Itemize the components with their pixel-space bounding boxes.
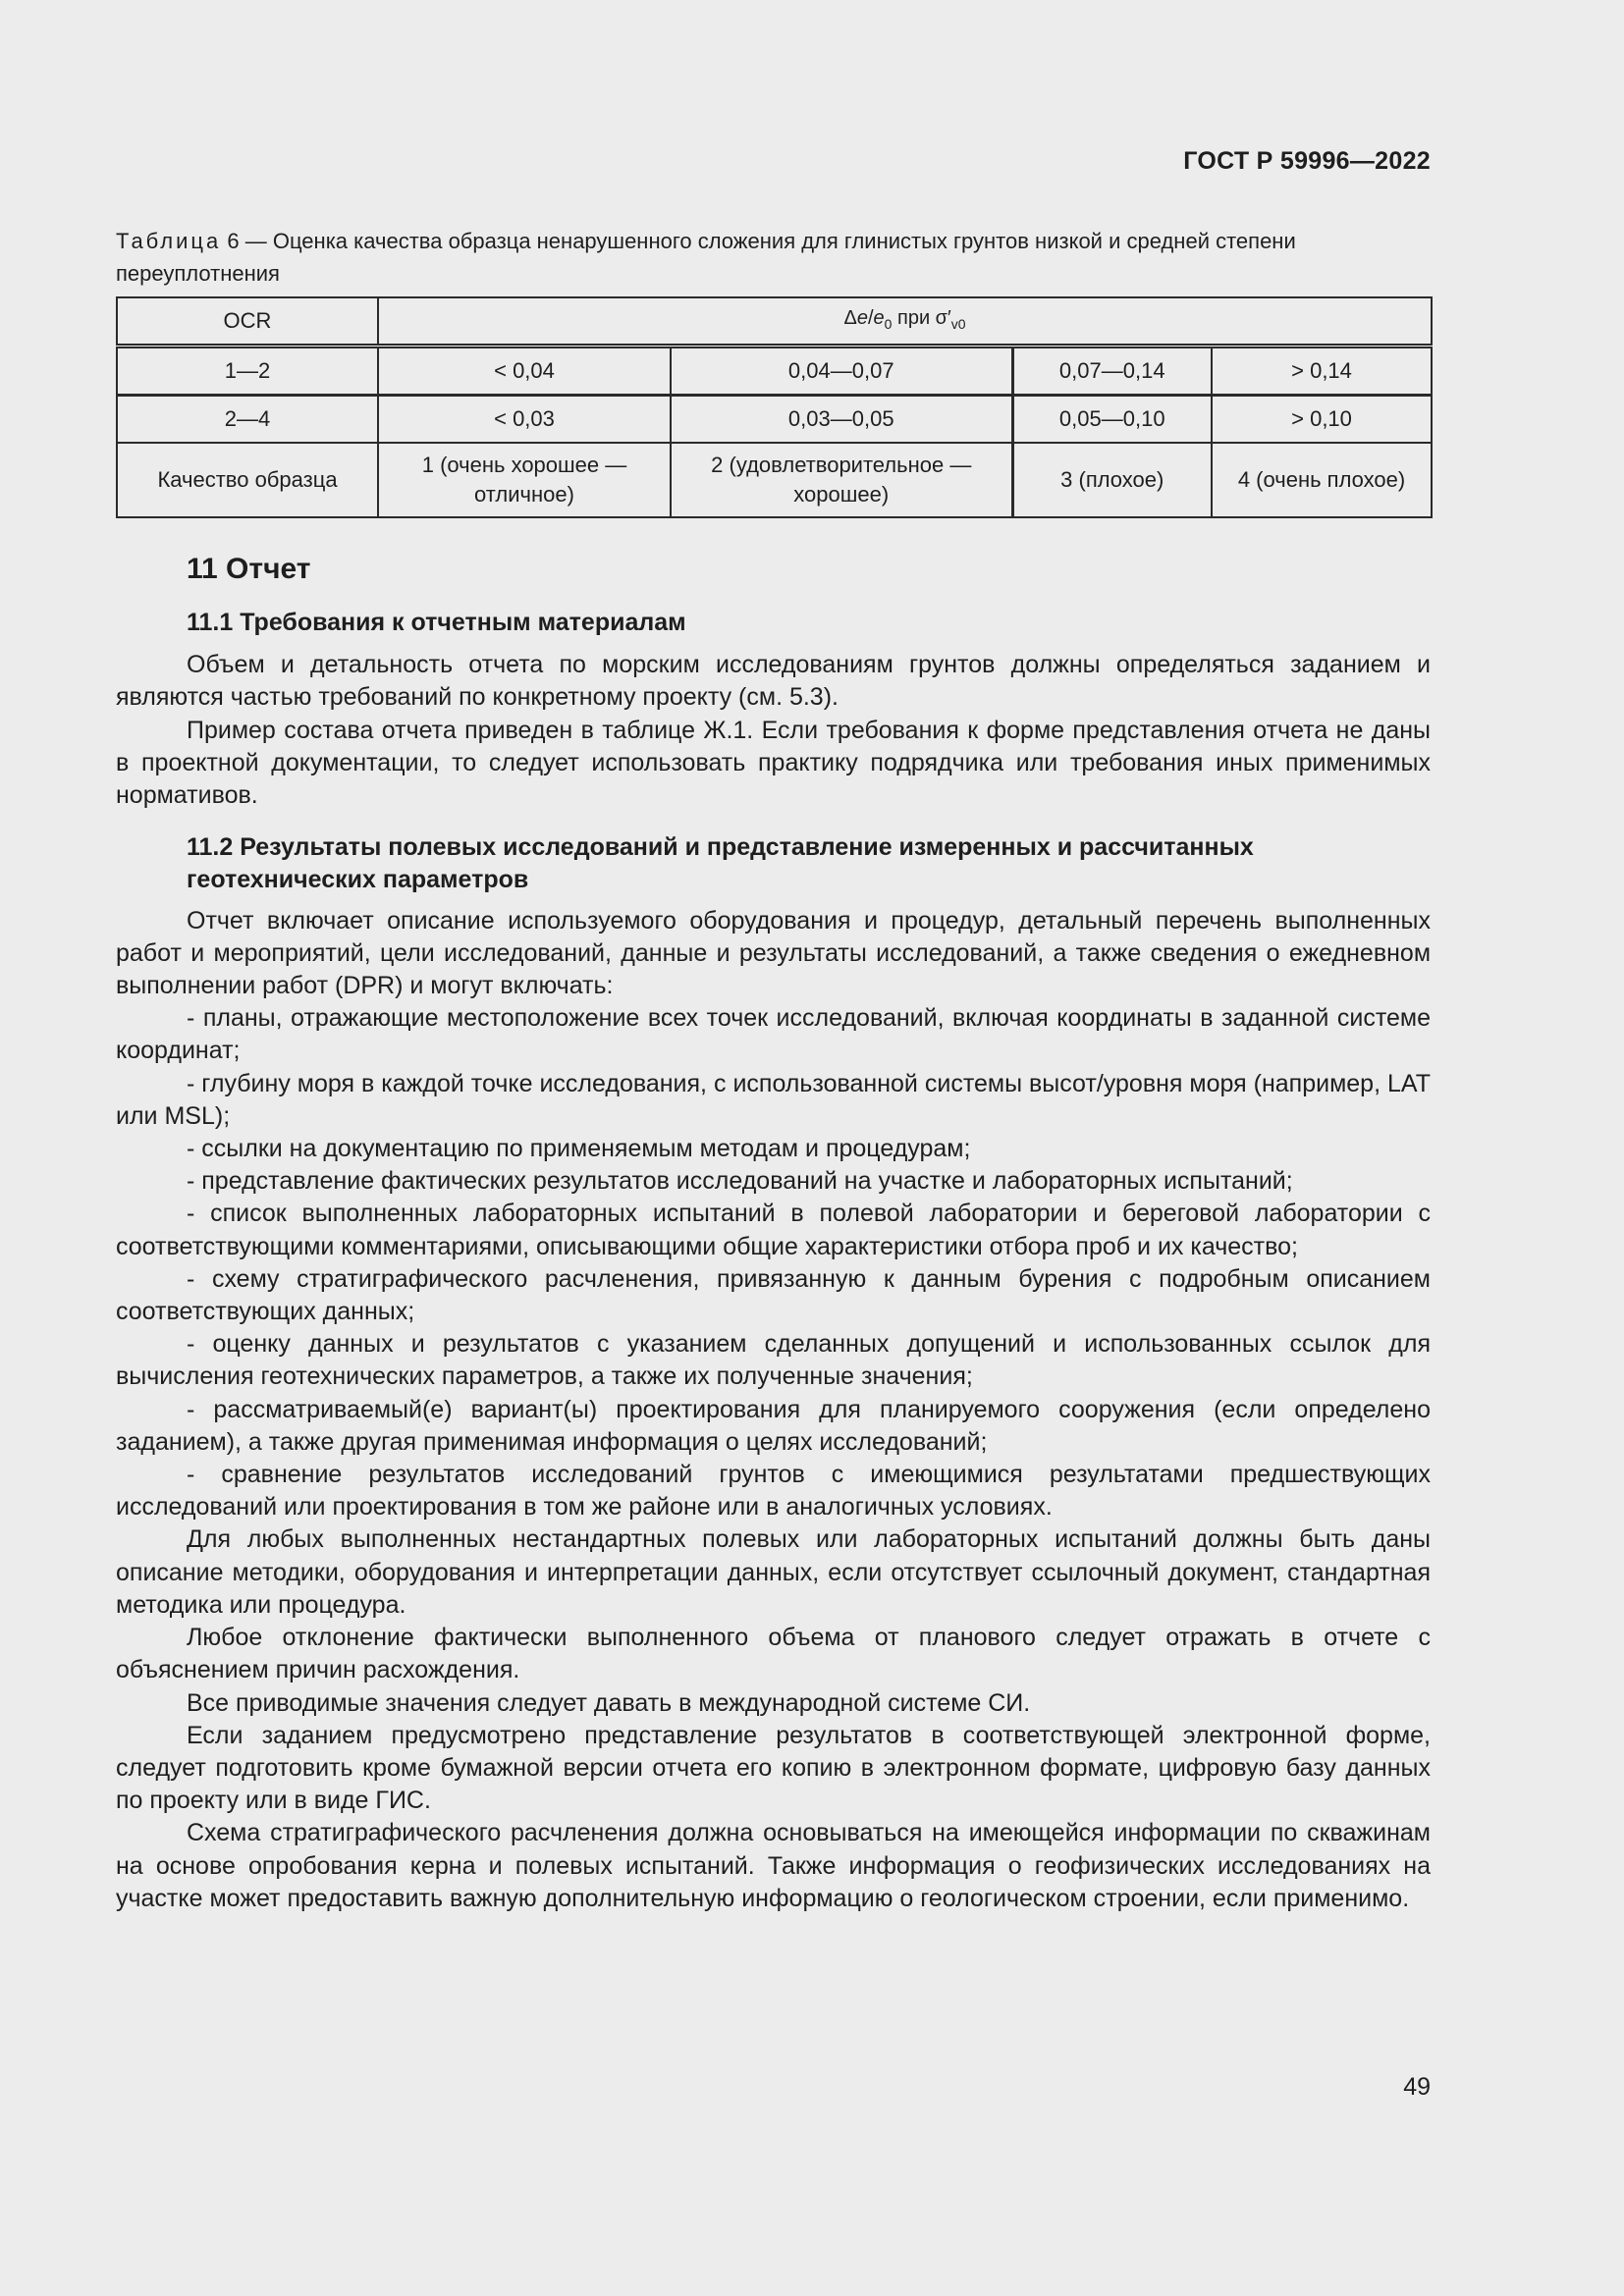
cell-quality: 1 (очень хорошее — отличное): [378, 443, 671, 517]
paragraph: Если заданием предусмотрено представление результатов в соответствующей электронной форме, следует подготовить кроме бумажной версии отчета его копию в электронном формате, цифровую базу данных по проекту или в виде ГИС.: [116, 1721, 1431, 1815]
table-row-quality: [117, 443, 1432, 517]
cell-value: < 0,03: [378, 396, 671, 444]
list-item: - глубину моря в каждой точке исследования, с использованной системы высот/уровня моря (например, LAT или MSL);: [116, 1069, 1431, 1130]
table-row: [117, 347, 1432, 396]
cell-value: > 0,10: [1212, 396, 1432, 444]
paragraph: Объем и детальность отчета по морским исследованиям грунтов должны определяться заданием и являются частью требований по конкретному проекту (см. 5.3).: [116, 651, 1431, 712]
header-ocr: OCR: [117, 297, 378, 347]
paragraph: Для любых выполненных нестандартных полевых или лабораторных испытаний должны быть даны описание методики, оборудования и интерпретации данных, если отсутствует ссылочный документ, стандартная методика или процедура.: [116, 1525, 1431, 1619]
cell-ocr: 1—2: [117, 347, 378, 396]
cell-ocr: 2—4: [117, 396, 378, 444]
list-item: - планы, отражающие местоположение всех точек исследований, включая координаты в заданной системе координат;: [116, 1004, 1431, 1065]
paragraph: Отчет включает описание используемого оборудования и процедур, детальный перечень выполненных работ и мероприятий, цели исследований, данные и результаты исследований, а также сведения о ежедневном выполнении работ (DPR) и могут включать:: [116, 906, 1431, 1000]
table-row: [117, 396, 1432, 444]
list-item: - сравнение результатов исследований грунтов с имеющимися результатами предшествующих исследований или проектирования в том же районе или в аналогичных условиях.: [116, 1461, 1431, 1522]
section-title: 11 Отчет: [187, 553, 311, 585]
table-caption: [116, 225, 1431, 290]
cell-value: 0,03—0,05: [671, 396, 1012, 444]
sample-quality-table: [116, 296, 1433, 518]
cell-value: > 0,14: [1212, 347, 1432, 396]
list-item: - список выполненных лабораторных испытаний в полевой лаборатории и береговой лаборатории с соответствующими комментариями, описывающими общие характеристики отбора проб и их качество;: [116, 1200, 1431, 1260]
page-number: 49: [1403, 2073, 1431, 2101]
paragraph: Пример состава отчета приведен в таблице Ж.1. Если требования к форме представления отчета не даны в проектной документации, то следует использовать практику подрядчика или требования иных применимых нормативов.: [116, 716, 1431, 810]
list-item: - ссылки на документацию по применяемым методам и процедурам;: [187, 1135, 971, 1163]
list-item: - представление фактических результатов исследований на участке и лабораторных испытаний;: [187, 1167, 1293, 1196]
subsection-title: 11.1 Требования к отчетным материалам: [187, 609, 686, 636]
standard-code: ГОСТ Р 59996—2022: [1183, 147, 1431, 175]
paragraph: Схема стратиграфического расчленения должна основываться на имеющейся информации по скважинам на основе опробования керна и полевых испытаний. Также информация о геофизических исследованиях на участке может предоставить важную дополнительную информацию о геологическом строении, если применимо.: [116, 1819, 1431, 1912]
section-content: [116, 550, 1431, 1915]
table-caption-text: 6 — Оценка качества образца ненарушенного сложения для глинистых грунтов низкой и средней степени переуплотнения: [116, 229, 1296, 286]
cell-value: 0,07—0,14: [1012, 347, 1212, 396]
cell-value: 0,05—0,10: [1012, 396, 1212, 444]
cell-value: 0,04—0,07: [671, 347, 1012, 396]
table-header-row: [117, 297, 1432, 347]
cell-quality: 3 (плохое): [1012, 443, 1212, 517]
cell-quality: 2 (удовлетворительное — хорошее): [671, 443, 1012, 517]
list-item: - рассматриваемый(е) вариант(ы) проектирования для планируемого сооружения (если определено заданием), а также другая применимая информация о целях исследований;: [116, 1395, 1431, 1456]
subsection-title: 11.2 Результаты полевых исследований и представление измеренных и рассчитанных геотехнических параметров: [187, 833, 1254, 894]
list-item: - схему стратиграфического расчленения, привязанную к данным бурения с подробным описанием соответствующих данных;: [116, 1264, 1431, 1326]
cell-value: < 0,04: [378, 347, 671, 396]
cell-quality: 4 (очень плохое): [1212, 443, 1432, 517]
paragraph: Любое отклонение фактически выполненного объема от планового следует отражать в отчете с объяснением причин расхождения.: [116, 1624, 1431, 1684]
table-caption-label: Таблица: [116, 229, 222, 253]
paragraph: Все приводимые значения следует давать в международной системе СИ.: [187, 1688, 1031, 1717]
header-delta: $\Delta e/e_0$ при $\sigma'_{v0}$: [378, 297, 1432, 347]
list-item: - оценку данных и результатов с указанием сделанных допущений и использованных ссылок для вычисления геотехнических параметров, а также их полученные значения;: [116, 1330, 1431, 1391]
cell-quality-label: Качество образца: [117, 443, 378, 517]
